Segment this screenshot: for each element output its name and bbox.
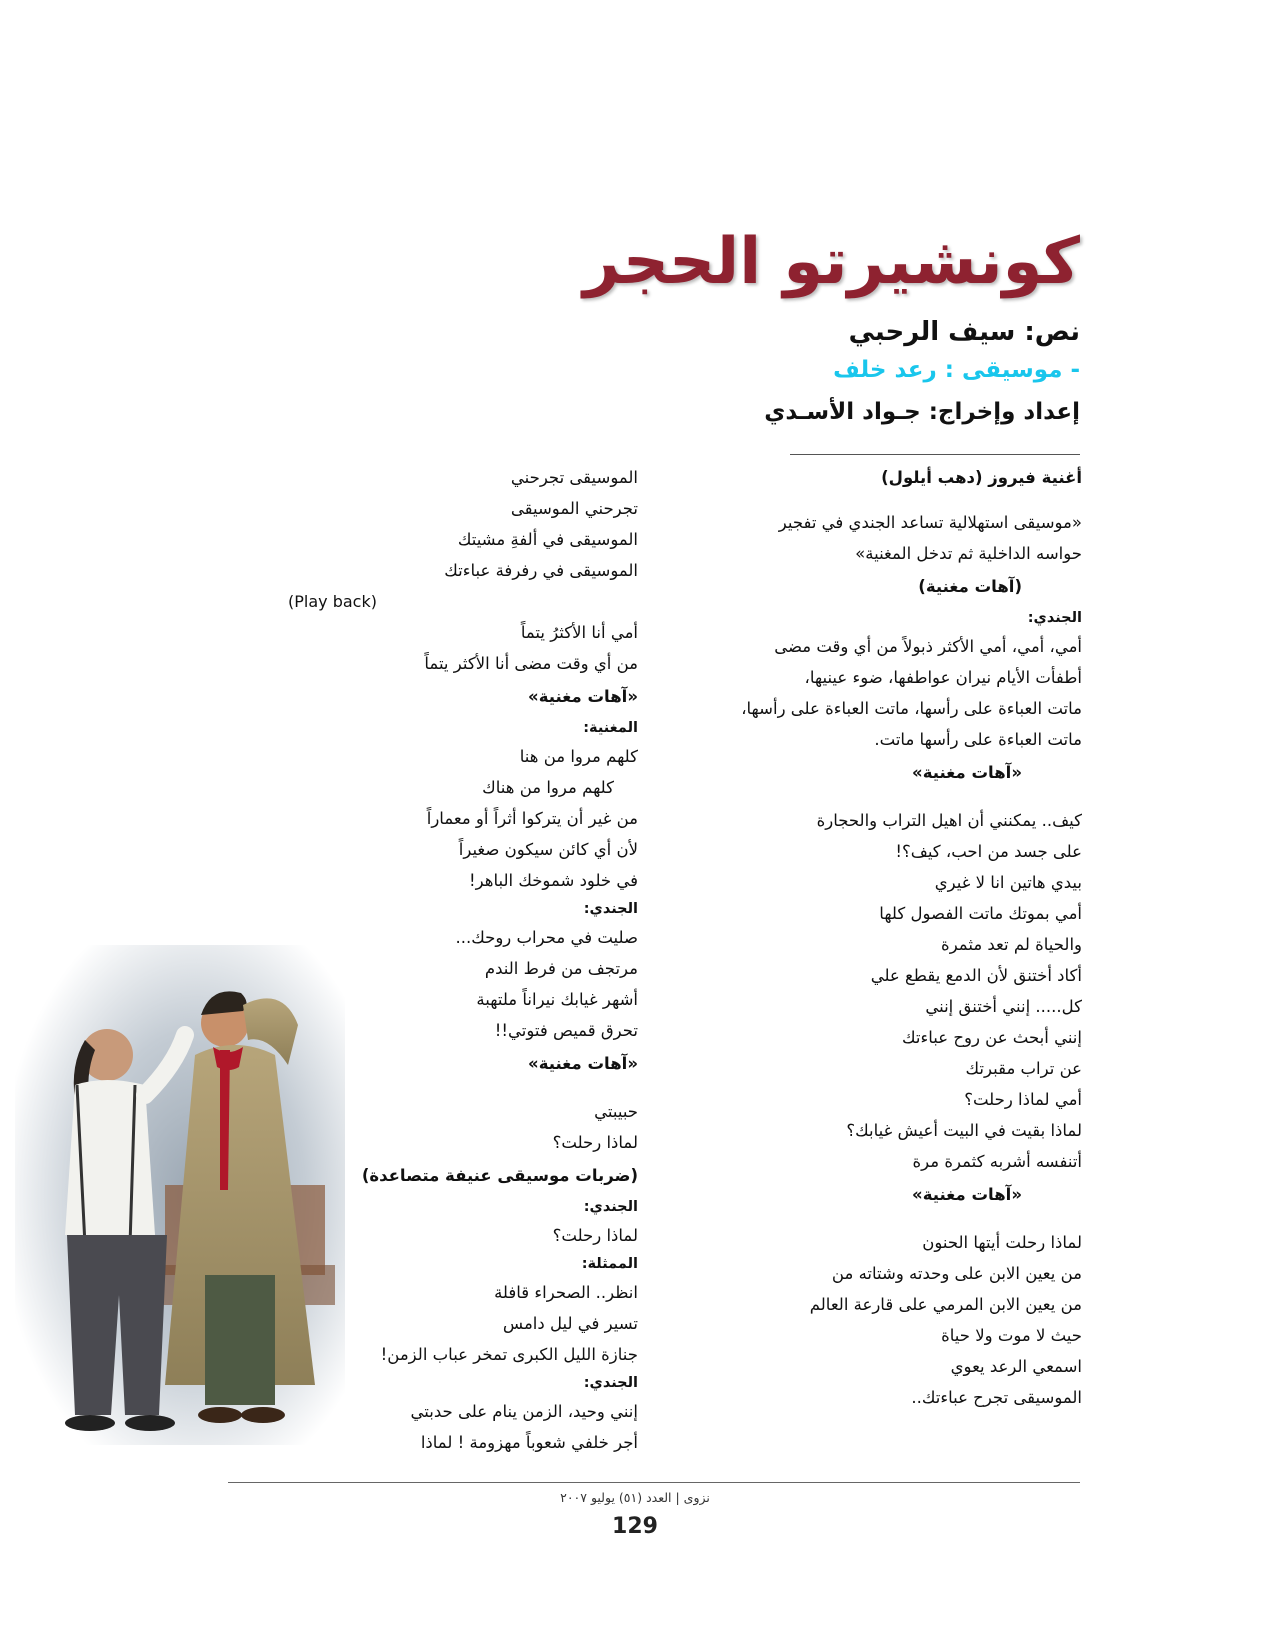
verse-line: أمي بموتك ماتت الفصول كلها	[879, 904, 1082, 923]
speaker-label: الجندي:	[1027, 610, 1082, 626]
director-credit: إعداد وإخراج: جـواد الأسـدي	[764, 399, 1080, 425]
verse-line: على جسد من احب، كيف؟!	[895, 842, 1082, 861]
verse-line: في خلود شموخك الباهر!	[469, 871, 638, 890]
stage-direction: (آهات مغنية)	[918, 577, 1022, 596]
playback-note: (Play back)	[288, 592, 377, 611]
speaker-label: الجندي:	[583, 1375, 638, 1391]
verse-line: عن تراب مقبرتك	[965, 1059, 1082, 1078]
verse-line: أجر خلفي شعوباً مهزومة ! لماذا	[420, 1433, 638, 1452]
speaker-label: الجندي:	[583, 901, 638, 917]
verse-line: لماذا رحلت؟	[552, 1226, 638, 1245]
verse-line: من غير أن يتركوا أثراً أو معماراً	[426, 809, 638, 828]
stage-direction: «آهات مغنية»	[912, 763, 1022, 782]
verse-line: لأن أي كائن سيكون صغيراً	[458, 840, 638, 859]
credits-divider	[790, 454, 1080, 455]
verse-line: مرتجف من فرط الندم	[484, 959, 638, 978]
verse-line: إنني وحيد، الزمن ينام على حدبتي	[410, 1402, 638, 1421]
stage-direction: (ضربات موسيقى عنيفة متصاعدة)	[361, 1166, 638, 1185]
verse-line: من أي وقت مضى أنا الأكثر يتماً	[424, 654, 638, 673]
verse-line: الموسيقى في ألفةِ مشيتك	[457, 530, 638, 549]
speaker-label: المغنية:	[583, 720, 638, 736]
stage-direction: «موسيقى استهلالية تساعد الجندي في تفجير	[778, 513, 1082, 532]
speaker-label: الممثلة:	[581, 1256, 638, 1272]
verse-line: أمي لماذا رحلت؟	[964, 1090, 1082, 1109]
verse-line: تحرق قميص فتوتي!!	[494, 1021, 638, 1040]
stage-direction: «آهات مغنية»	[528, 687, 638, 706]
verse-line: اسمعي الرعد يعوي	[950, 1357, 1082, 1376]
verse-line: ماتت العباءة على رأسها ماتت.	[874, 730, 1082, 749]
verse-line: والحياة لم تعد مثمرة	[941, 935, 1082, 954]
speaker-label: الجندي:	[583, 1199, 638, 1215]
verse-line: الموسيقى تجرح عباءتك..	[911, 1388, 1082, 1407]
verse-line: انظر.. الصحراء قافلة	[494, 1283, 638, 1302]
verse-line: أمي أنا الأكثرُ يتماً	[520, 623, 638, 642]
verse-line: أشهر غيابك نيراناً ملتهبة	[476, 990, 638, 1009]
stage-direction: «آهات مغنية»	[912, 1185, 1022, 1204]
page-number: 129	[612, 1514, 658, 1539]
verse-line: ماتت العباءة على رأسها، ماتت العباءة على رأسها،	[741, 699, 1082, 718]
right-text-column	[657, 462, 1082, 1413]
stage-photo	[15, 945, 345, 1445]
verse-line: صليت في محراب روحك...	[455, 928, 638, 947]
verse-line: من يعين الابن على وحدته وشتاته من	[831, 1264, 1082, 1283]
verse-line: لماذا بقيت في البيت أعيش غيابك؟	[846, 1121, 1082, 1140]
verse-line: كل..... إنني أختنق إنني	[925, 997, 1082, 1016]
article-title: كونشيرتو الحجر	[583, 225, 1080, 299]
footer-issue-info: نزوى | العدد (٥١) يوليو ٢٠٠٧	[560, 1490, 710, 1505]
verse-line: جنازة الليل الكبرى تمخر عباب الزمن!	[380, 1345, 638, 1364]
song-heading: أغنية فيروز (دهب أيلول)	[881, 468, 1082, 487]
verse-line: حيث لا موت ولا حياة	[941, 1326, 1082, 1345]
stage-direction: حواسه الداخلية ثم تدخل المغنية»	[855, 544, 1082, 563]
music-credit: - موسيقى : رعد خلف	[833, 357, 1080, 383]
verse-line: أتنفسه أشربه كثمرة مرة	[912, 1152, 1082, 1171]
verse-line: تسير في ليل دامس	[502, 1314, 638, 1333]
verse-line: كلهم مروا من هناك	[482, 778, 614, 797]
verse-line: تجرحني الموسيقى	[510, 499, 638, 518]
verse-line: بيدي هاتين انا لا غيري	[934, 873, 1082, 892]
verse-line: الموسيقى في رفرفة عباءتك	[444, 561, 638, 580]
verse-line: الموسيقى تجرحني	[510, 468, 638, 487]
verse-line: أمي، أمي، أمي الأكثر ذبولاً من أي وقت مضى	[774, 637, 1082, 656]
verse-line: أكاد أختنق لأن الدمع يقطع علي	[870, 966, 1082, 985]
verse-line: حبيبتي	[594, 1102, 638, 1121]
verse-line: كيف.. يمكنني أن اهيل التراب والحجارة	[816, 811, 1082, 830]
author-credit: نص: سيف الرحبي	[848, 317, 1080, 347]
footer-divider	[228, 1482, 1080, 1483]
credits-block	[764, 312, 1080, 432]
verse-line: إنني أبحث عن روح عباءتك	[901, 1028, 1082, 1047]
verse-line: لماذا رحلت؟	[552, 1133, 638, 1152]
verse-line: كلهم مروا من هنا	[519, 747, 638, 766]
verse-line: لماذا رحلت أيتها الحنون	[922, 1233, 1082, 1252]
verse-line: من يعين الابن المرمي على قارعة العالم	[809, 1295, 1082, 1314]
verse-line: أطفأت الأيام نيران عواطفها، ضوء عينيها،	[804, 668, 1082, 687]
stage-direction: «آهات مغنية»	[528, 1054, 638, 1073]
